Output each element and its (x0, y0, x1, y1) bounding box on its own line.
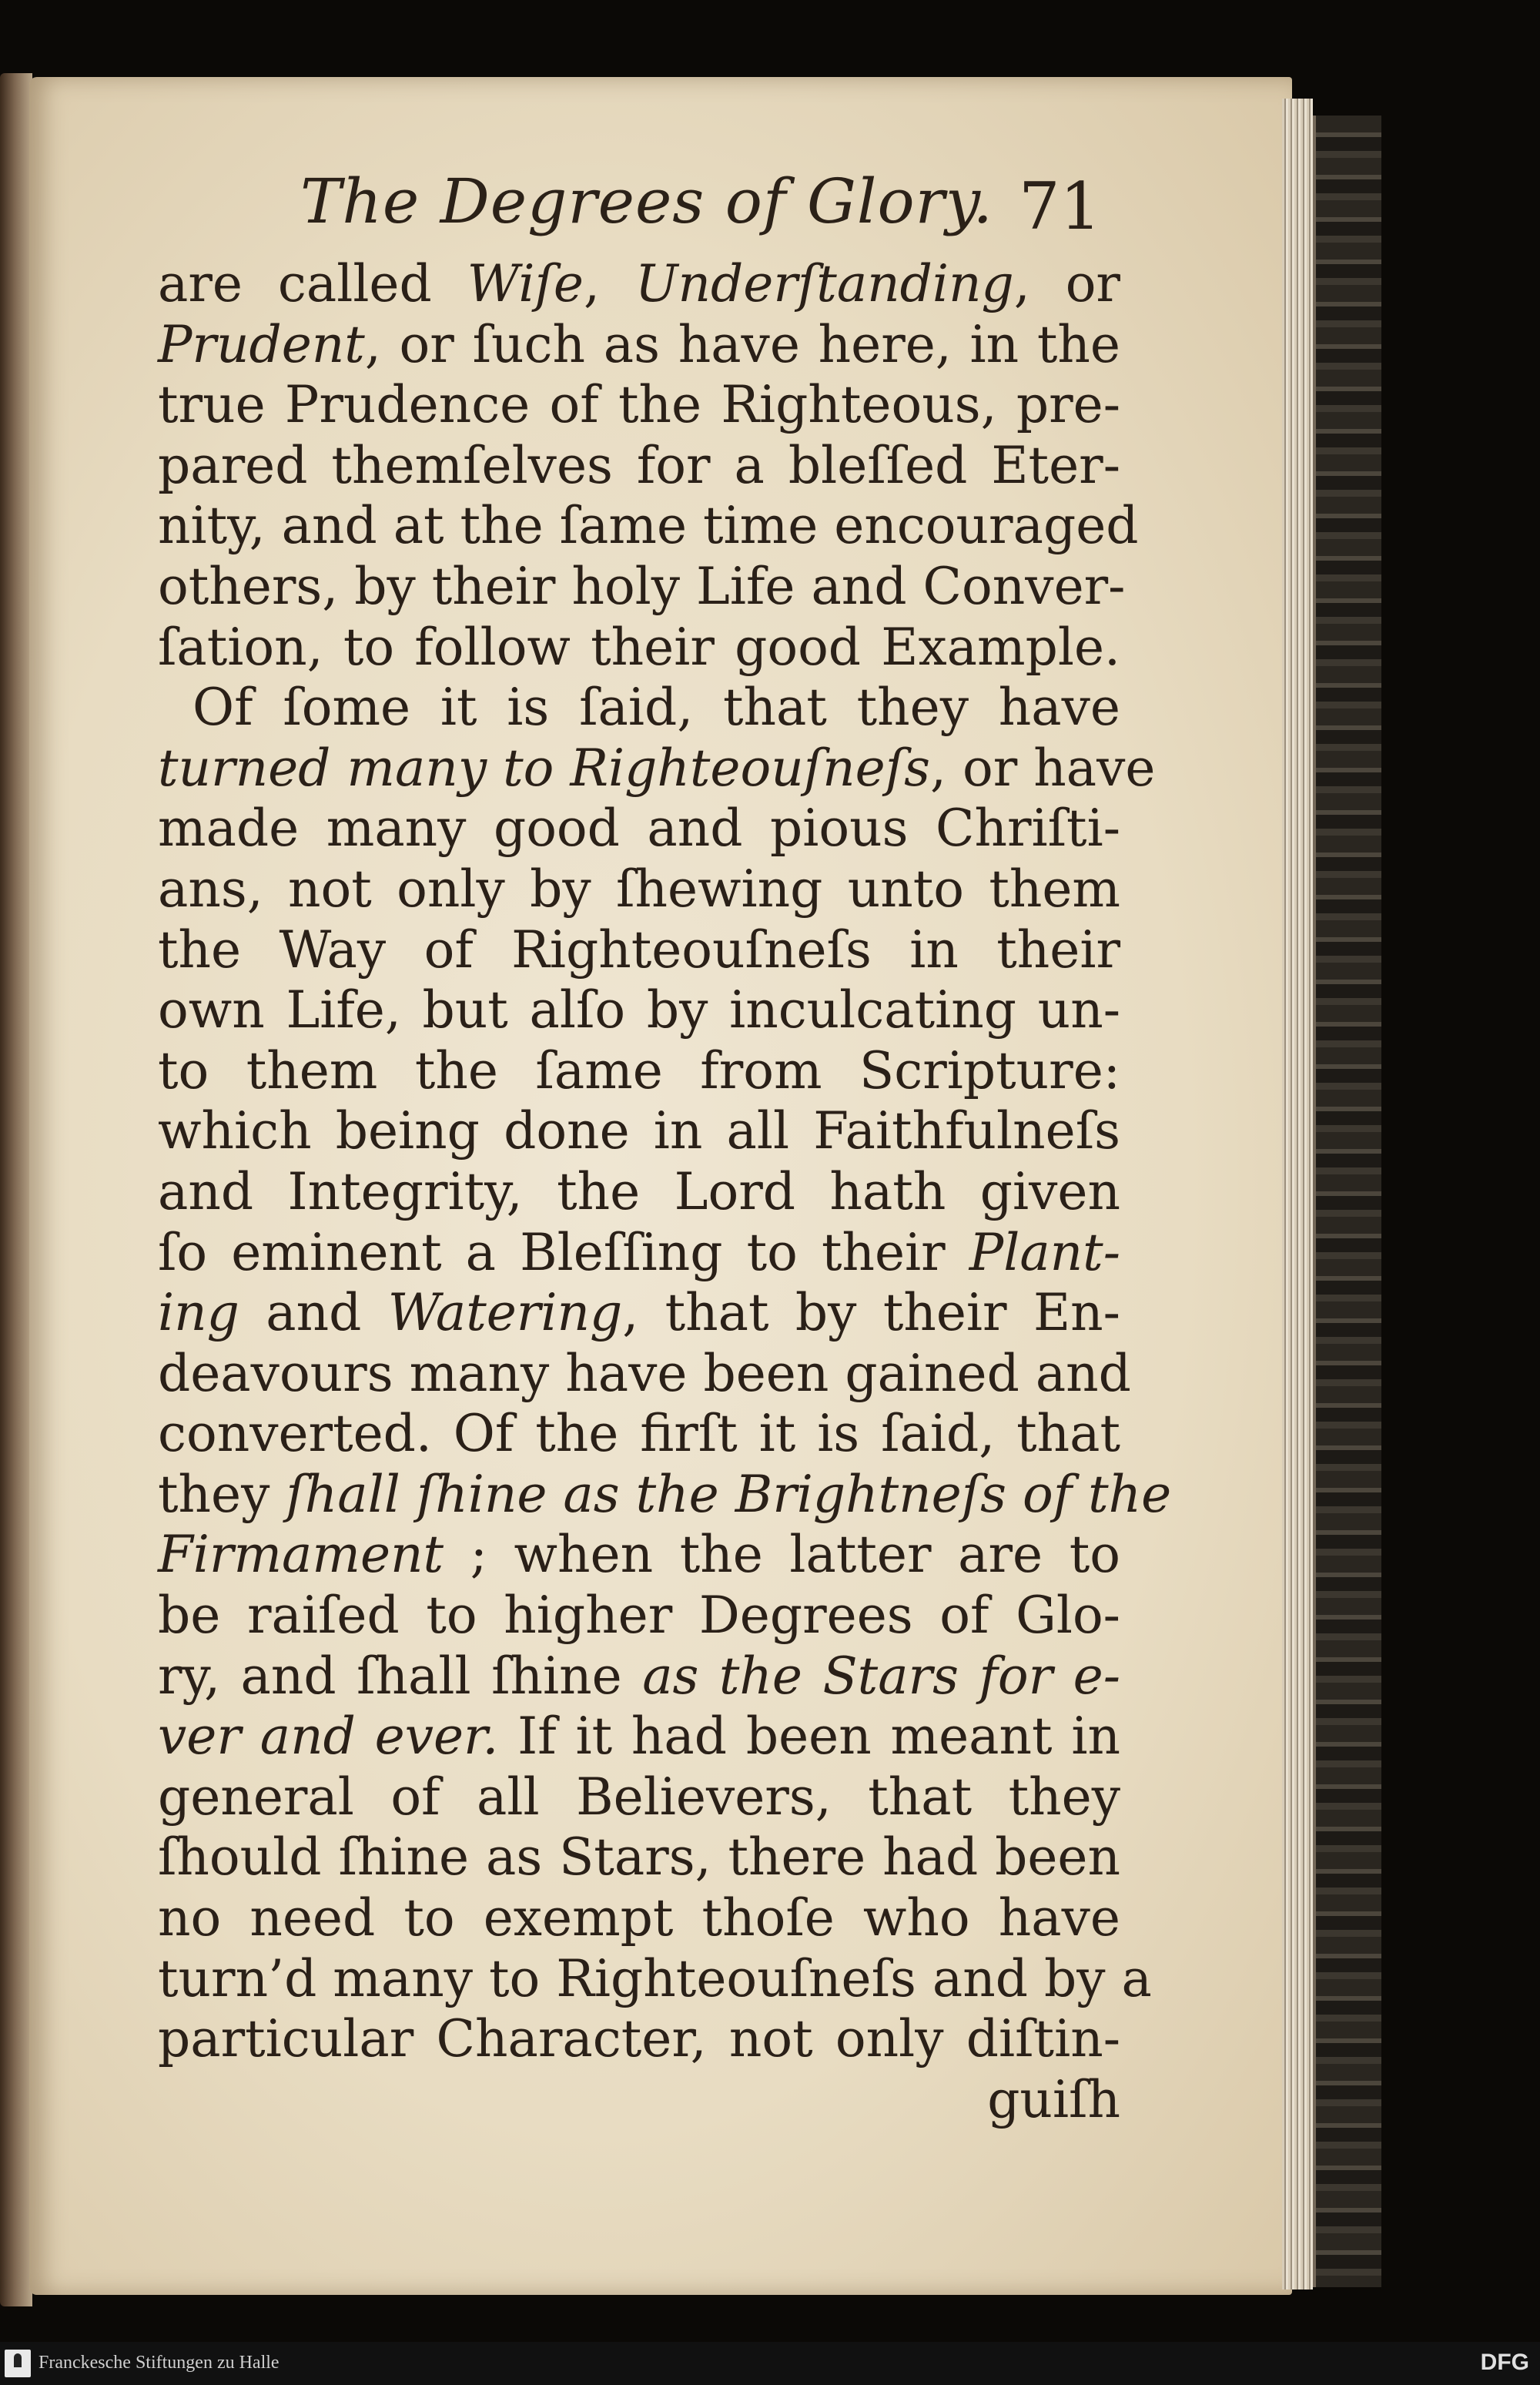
text-span: If it had been meant in (498, 1707, 1120, 1767)
text-span: true Prudence of the Righteous, pre- (158, 375, 1120, 435)
text-line (158, 799, 1120, 859)
text-line (158, 1586, 1120, 1646)
text-line (158, 1404, 1120, 1465)
text-line (158, 1101, 1120, 1162)
footer-bar (0, 2342, 1540, 2385)
text-line (158, 1464, 1172, 1526)
text-line (158, 1162, 1120, 1223)
page-block-edges (1282, 99, 1313, 2290)
text-line (158, 436, 1120, 497)
text-span: are called (158, 254, 467, 313)
text-line (158, 1283, 1120, 1344)
text-line (158, 315, 1120, 376)
text-line (158, 254, 1120, 315)
text-span: , (583, 254, 635, 313)
text-line (158, 1343, 1131, 1405)
text-line (158, 738, 1156, 799)
text-line (158, 1707, 1120, 1767)
body-text (158, 254, 1172, 2130)
text-span: particular Character, not only diſtin- (158, 2009, 1120, 2069)
text-span: and Integrity, the Lord hath given (158, 1161, 1120, 1221)
text-span: pared themſelves for a bleſſed Eter- (158, 435, 1120, 495)
text-span: guiſh (987, 2069, 1120, 2129)
italic-text: Prudent (158, 314, 365, 374)
text-span: deavours many have been gained and (158, 1343, 1131, 1403)
text-span: , or ſuch as have here, in the (364, 314, 1120, 374)
text-line (158, 920, 1120, 981)
text-span: and (239, 1283, 388, 1343)
italic-text: as the Stars for e- (642, 1646, 1120, 1706)
text-span: others, by their holy Life and Conver- (158, 556, 1126, 616)
text-line (158, 859, 1120, 920)
text-line (158, 678, 1120, 739)
text-span: ry, and ſhall ſhine (158, 1646, 643, 1706)
text-span: ſo eminent a Bleſſing to their (158, 1222, 969, 1282)
text-span: they (158, 1464, 286, 1524)
italic-text: Plant- (969, 1222, 1120, 1282)
text-line (158, 496, 1139, 557)
italic-text: Underſtanding (634, 254, 1014, 313)
text-span: general of all Believers, that they (158, 1767, 1120, 1827)
italic-text: Firmament (158, 1525, 444, 1585)
text-span: to them the ſame from Scripture: (158, 1040, 1120, 1100)
text-line (158, 1525, 1120, 1586)
catchword (158, 2070, 1120, 2131)
italic-text: Wiſe (467, 254, 584, 313)
italic-text: ver and ever. (158, 1707, 499, 1767)
text-span: converted. Of the firſt it is ſaid, that (158, 1404, 1120, 1464)
page-number: 71 (1019, 169, 1101, 244)
text-span: ſation, to follow their good Example. (158, 617, 1120, 677)
text-span: ans, not only by ſhewing unto them (158, 859, 1120, 919)
text-line (158, 1041, 1120, 1102)
text-line (158, 618, 1120, 678)
left-page-edge (0, 73, 32, 2306)
text-span: made many good and pious Chriſti- (158, 799, 1120, 859)
text-span: which being done in all Faithfulneſs (158, 1101, 1120, 1161)
dfg-logo: DFG (1480, 2350, 1529, 2375)
text-span: turn’d many to Righteouſneſs and by a (158, 1948, 1152, 2008)
running-title: The Degrees of Glory. (300, 166, 993, 237)
text-line (158, 1827, 1120, 1888)
footer-institution-label: Franckesche Stiftungen zu Halle (38, 2353, 280, 2373)
text-span: , or have (930, 738, 1156, 798)
text-span: , that by their En- (622, 1283, 1120, 1343)
text-span: the Way of Righteouſneſs in their (158, 919, 1120, 980)
italic-text: ſhall ſhine as the Brightneſs of the (286, 1464, 1172, 1524)
text-span: , or (1013, 254, 1120, 313)
text-line (158, 1646, 1120, 1707)
text-line (158, 1948, 1152, 2010)
text-line (158, 556, 1126, 618)
text-line (158, 1223, 1120, 1284)
text-span: own Life, but alſo by inculcating un- (158, 980, 1120, 1040)
book-cover-edge (1313, 116, 1381, 2287)
text-span: nity, and at the ſame time encouraged (158, 496, 1139, 556)
italic-text: ing (158, 1283, 239, 1343)
italic-text: Watering (387, 1283, 623, 1343)
text-line (158, 1888, 1120, 1949)
text-line (158, 2009, 1120, 2070)
text-span: ; when the latter are to (444, 1525, 1120, 1585)
text-span: Of ſome it is ſaid, that they have (192, 678, 1120, 738)
text-span: be raiſed to higher Degrees of Glo- (158, 1586, 1120, 1646)
text-line (158, 980, 1120, 1041)
text-span: no need to exempt thoſe who have (158, 1888, 1120, 1948)
text-span: ſhould ſhine as Stars, there had been (158, 1827, 1120, 1888)
text-line (158, 375, 1120, 436)
text-line (158, 1767, 1120, 1828)
institution-logo-icon (5, 2350, 31, 2377)
italic-text: turned many to Righteouſneſs (158, 738, 930, 798)
page-header (154, 158, 1124, 258)
